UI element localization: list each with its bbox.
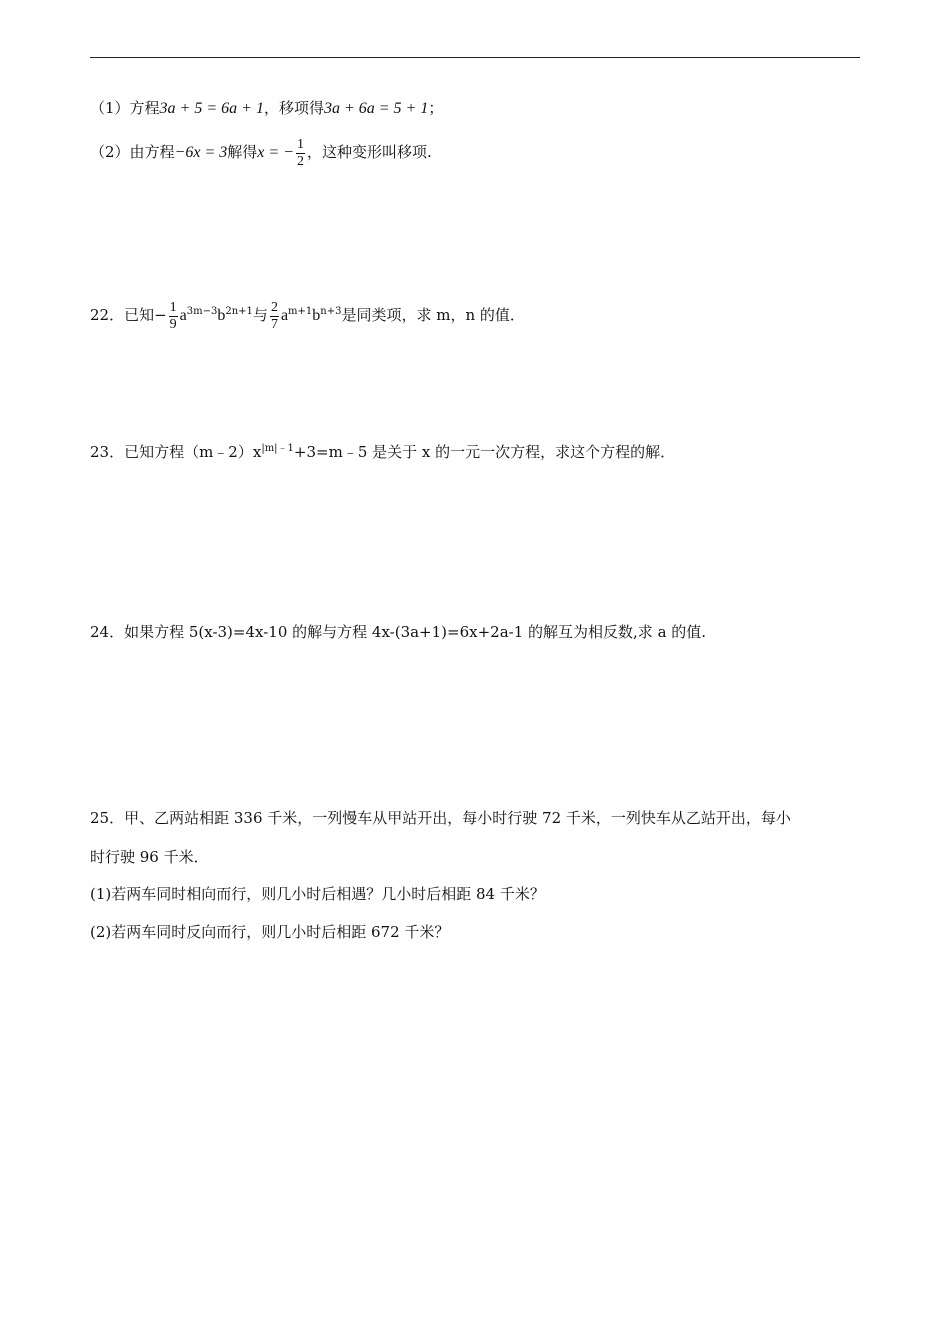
- q23-text-pre: 23．已知方程（m﹣2）x: [90, 443, 262, 461]
- fraction-denominator: 2: [296, 153, 304, 169]
- q21-p2-end: ，这种变形叫移项.: [306, 143, 432, 161]
- q22-end: 是同类项，求 m，n 的值．: [341, 306, 525, 324]
- header-rule: [90, 57, 860, 58]
- q23-text-post: +3=m﹣5 是关于 x 的一元一次方程，求这个方程的解．: [293, 443, 676, 461]
- q22-term1-b: b: [217, 307, 226, 324]
- q21-p2-solution-lhs: x = −: [257, 144, 294, 161]
- q21-p1-end: ；: [428, 99, 444, 117]
- q21-p1-prefix: （1）方程: [90, 99, 160, 117]
- q22-connector: 与: [252, 306, 268, 324]
- fraction-numerator: 1: [169, 299, 177, 315]
- question-25-part-1: (1)若两车同时相向而行，则几小时后相遇？几小时后相距 84 千米？: [90, 885, 545, 903]
- q22-negative-sign: −: [154, 306, 167, 324]
- q21-p2-equation: −6x = 3: [174, 144, 228, 161]
- q22-term1-b-exponent: 2n+1: [225, 306, 253, 317]
- q21-p1-transposed-equation: 3a + 6a = 5 + 1: [323, 100, 429, 117]
- question-22: [90, 297, 525, 334]
- fraction-denominator: 7: [270, 316, 278, 332]
- q22-fraction-2: [270, 300, 279, 333]
- q21-part-2: [90, 134, 432, 171]
- q22-term2-a-exponent: m+1: [288, 306, 313, 317]
- q21-p1-equation: 3a + 5 = 6a + 1: [159, 100, 264, 117]
- q21-p2-fraction: [296, 137, 305, 170]
- fraction-denominator: 9: [169, 316, 177, 332]
- question-24: 24．如果方程 5(x-3)=4x-10 的解与方程 4x-(3a+1)=6x+2a-1 的解互为相反数,求 a 的值.: [90, 623, 707, 641]
- question-25-part-2: (2)若两车同时反向而行，则几小时后相距 672 千米？: [90, 923, 450, 941]
- question-23: [90, 442, 675, 462]
- question-25-line-2: 时行驶 96 千米．: [90, 848, 209, 866]
- q22-term2-b-exponent: n+3: [320, 306, 342, 317]
- q22-term1-a: a: [179, 307, 187, 324]
- fraction-numerator: 1: [296, 136, 304, 152]
- q21-part-1: [90, 98, 443, 119]
- q21-p2-prefix: （2）由方程: [90, 143, 175, 161]
- q22-number: 22．已知: [90, 306, 155, 324]
- q21-p2-mid: 解得: [227, 143, 258, 161]
- q23-exponent: |m|﹣1: [261, 443, 294, 454]
- q22-term2-b: b: [312, 307, 321, 324]
- question-25-line-1: 25．甲、乙两站相距 336 千米，一列慢车从甲站开出，每小时行驶 72 千米，一列快车从乙站开出，每小: [90, 809, 791, 827]
- q22-term2-a: a: [280, 307, 289, 324]
- q22-fraction-1: [169, 300, 178, 333]
- q21-p1-mid: ，移项得: [263, 99, 324, 117]
- fraction-numerator: 2: [270, 299, 278, 315]
- q22-term1-a-exponent: 3m−3: [186, 306, 218, 317]
